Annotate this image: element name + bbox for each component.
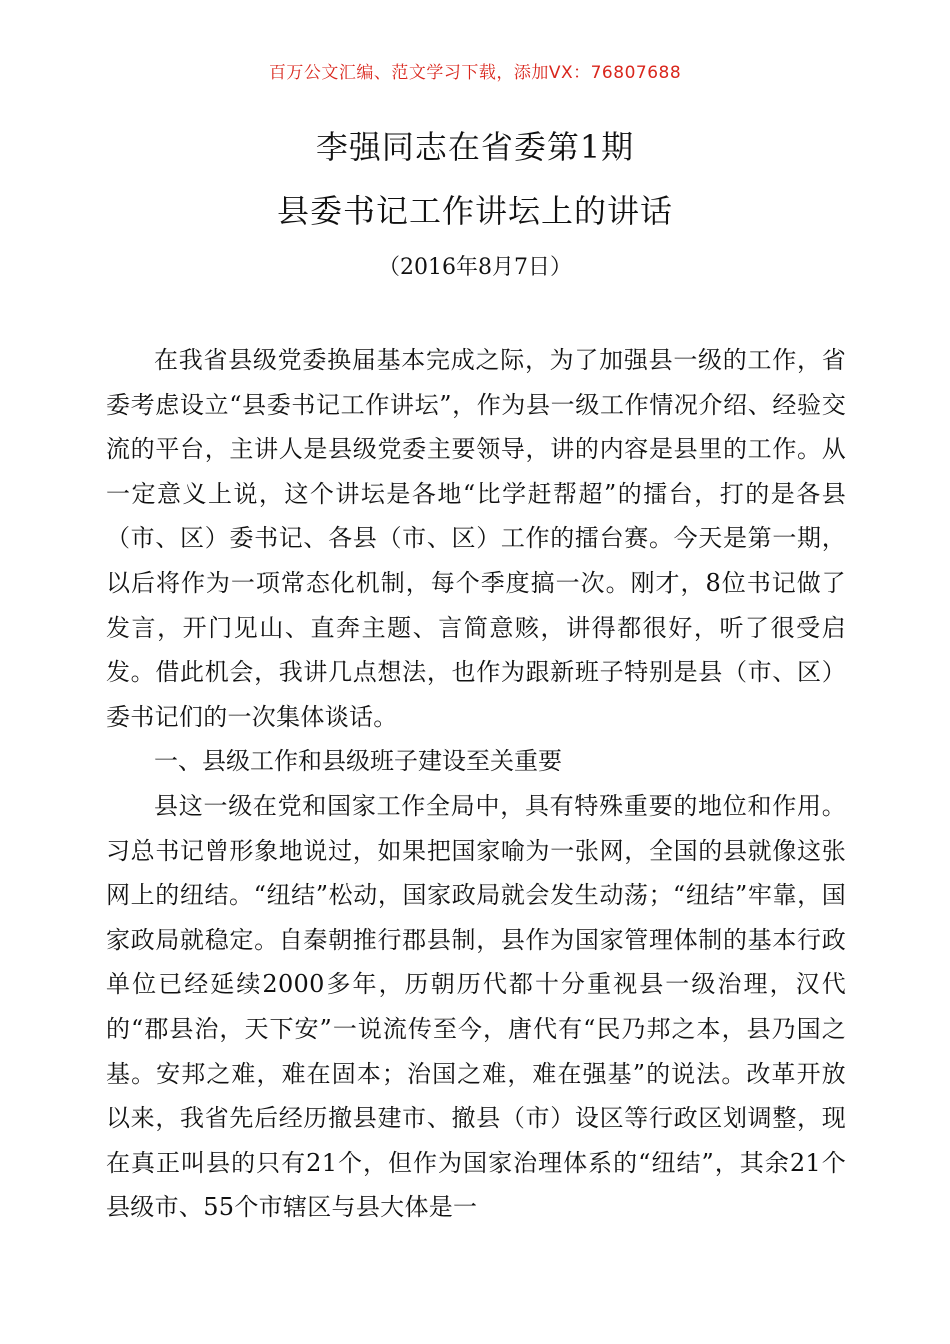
speech-date: （2016年8月7日） (378, 255, 572, 280)
paragraph-county-importance: 县这一级在党和国家工作全局中，具有特殊重要的地位和作用。习总书记曾形象地说过，如果把国家喻为一张网，全国的县就像这张网上的纽结。“纽结”松动，国家政局就会发生动荡；“纽结”牢靠，国家政局就稳定。自秦朝推行郡县制，县作为国家管理体制的基本行政单位已经延续2000多年，历朝历代都十分重视县一级治理，汉代的“郡县治，天下安”一说流传至今，唐代有“民乃邦之本，县乃国之基。安邦之难，难在固本；治国之难，难在强基”的说法。改革开放以来，我省先后经历撤县建市、撤县（市）设区等行政区划调整，现在真正叫县的只有21个，但作为国家治理体系的“纽结”，其余21个县级市、55个市辖区与县大体是一 (106, 791, 846, 1222)
watermark-banner: 百万公文汇编、范文学习下载，添加VX：76807688 (268, 63, 682, 83)
speech-body (106, 338, 846, 1230)
speech-title-line-1: 李强同志在省委第1期 (315, 128, 635, 166)
paragraph-intro: 在我省县级党委换届基本完成之际，为了加强县一级的工作，省委考虑设立“县委书记工作讲坛”，作为县一级工作情况介绍、经验交流的平台，主讲人是县级党委主要领导，讲的内容是县里的工作。从一定意义上说，这个讲坛是各地“比学赶帮超”的擂台，打的是各县（市、区）委书记、各县（市、区）工作的擂台赛。今天是第一期，以后将作为一项常态化机制，每个季度搞一次。刚才，8位书记做了发言，开门见山、直奔主题、言简意赅，讲得都很好，听了很受启发。借此机会，我讲几点想法，也作为跟新班子特别是县（市、区）委书记们的一次集体谈话。 (106, 346, 846, 731)
section-heading-1: 一、县级工作和县级班子建设至关重要 (154, 747, 562, 776)
speech-title-line-2: 县委书记工作讲坛上的讲话 (276, 192, 673, 230)
